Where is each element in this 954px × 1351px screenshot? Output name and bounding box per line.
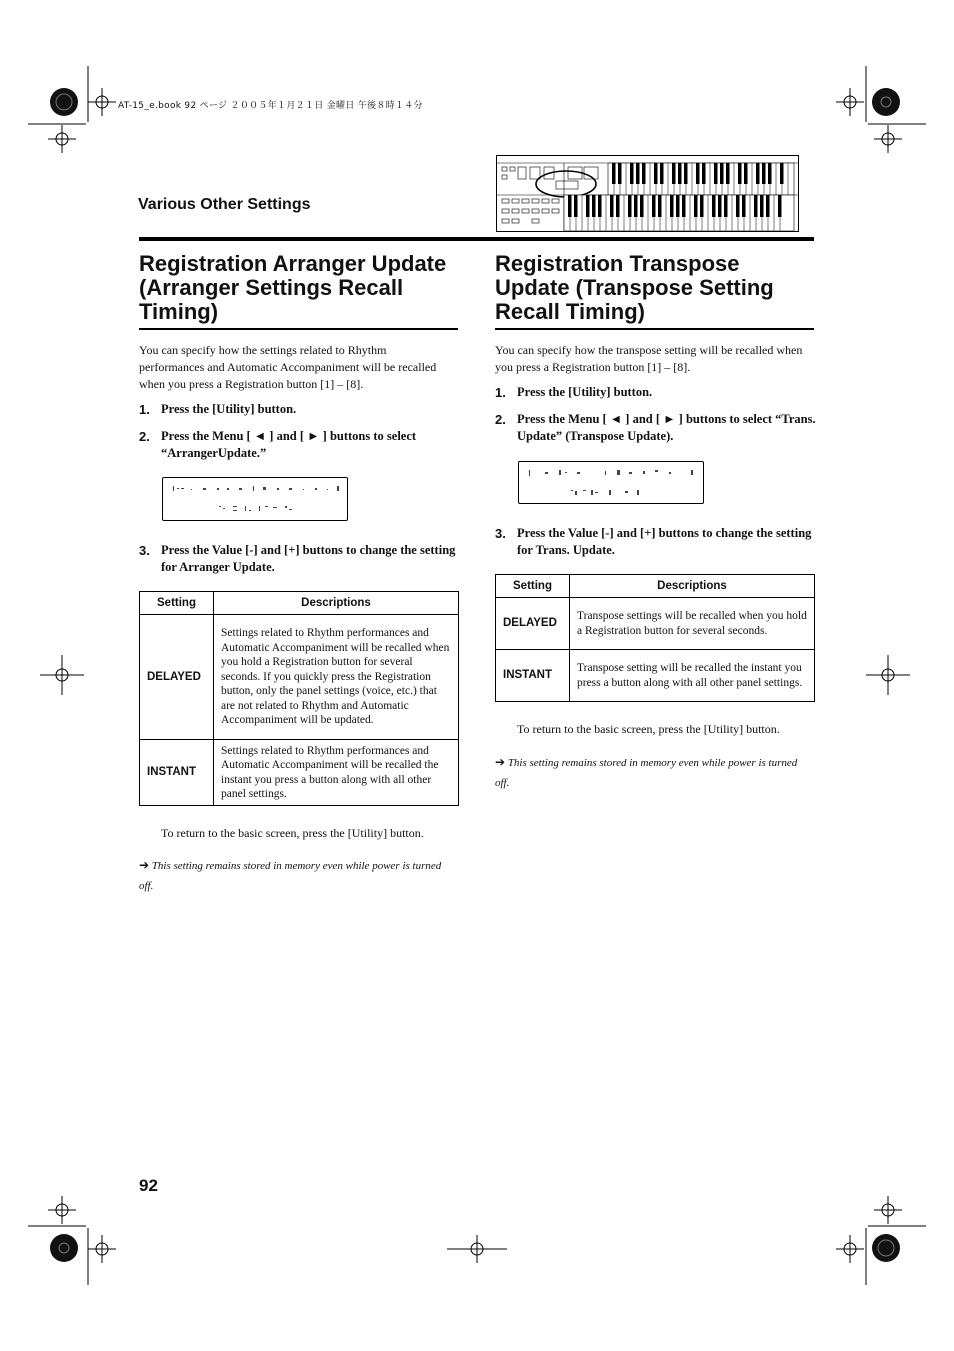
right-title: Registration Transpose Update (Transpose Setting Recall Timing) [495,251,774,324]
right-note [495,752,800,793]
left-title: Registration Arranger Update (Arranger Settings Recall Timing) [139,251,447,324]
table-header-row [140,592,459,615]
section-label: Various Other Settings [138,196,311,213]
table-header-row [496,575,815,598]
organ-panel-illustration [496,155,799,232]
right-settings-table [495,574,815,702]
table-header-setting: Setting [140,592,214,615]
table-row [496,650,815,702]
table-row [140,615,459,740]
note-arrow-icon: ➔ [139,858,150,872]
table-header-descriptions: Descriptions [214,592,459,615]
step-number: 3. [139,543,150,558]
lcd-dot-matrix [525,466,697,500]
setting-value: INSTANT [496,650,570,702]
step-text: Press the Menu [ ◄ ] and [ ► ] buttons to select “ArrangerUpdate.” [161,429,417,460]
left-column [139,252,458,330]
step-text: Press the [Utility] button. [161,402,297,416]
step-number: 1. [495,385,506,400]
left-return-text: To return to the basic screen, press the [Utility] button. [161,826,424,840]
print-info: AT-15_e.book 92 ページ ２００５年１月２１日 金曜日 午後８時１４分 [118,101,423,111]
step-number: 3. [495,526,506,541]
setting-description: Transpose setting will be recalled the instant you press a button along with all other panel settings. [570,650,815,702]
left-lcd-screen [162,477,348,521]
setting-value: DELAYED [140,615,214,740]
header-rule [139,237,814,241]
step-text: Press the Value [-] and [+] buttons to change the setting for Trans. Update. [517,526,812,557]
left-note [139,855,449,896]
setting-description: Transpose settings will be recalled when you hold a Registration button for several seconds. [570,598,815,650]
right-step-1 [495,384,817,401]
page-number: 92 [139,1176,158,1195]
table-header-setting: Setting [496,575,570,598]
setting-description: Settings related to Rhythm performances and Automatic Accompaniment will be recalled the instant you press a button along with all other panel settings. [214,740,459,806]
table-header-descriptions: Descriptions [570,575,815,598]
right-title-rule [495,328,814,330]
table-row [496,598,815,650]
setting-description: Settings related to Rhythm performances and Automatic Accompaniment will be recalled when you hold a Registration button for several seconds. If you quickly press the Registration button, only the panel settings (voice, etc.) that are not related to Rhythm and Automatic Accompaniment will be updated. [214,615,459,740]
setting-value: DELAYED [496,598,570,650]
step-text: Press the Menu [ ◄ ] and [ ► ] buttons to select “Trans. Update” (Transpose Update). [517,412,816,443]
left-title-rule [139,328,458,330]
left-step-3 [139,542,461,576]
right-column [495,252,814,330]
left-settings-table [139,591,459,806]
right-lcd-screen [518,461,704,504]
left-step-2 [139,428,461,462]
note-text: This setting remains stored in memory even while power is turned off. [495,757,798,789]
step-text: Press the Value [-] and [+] buttons to change the setting for Arranger Update. [161,543,456,574]
step-text: Press the [Utility] button. [517,385,653,399]
note-arrow-icon: ➔ [495,755,506,769]
step-number: 2. [139,429,150,444]
left-step-1 [139,401,461,418]
right-intro: You can specify how the transpose setting will be recalled when you press a Registration button [1] – [8]. [495,343,803,374]
setting-value: INSTANT [140,740,214,806]
right-step-3 [495,525,817,559]
left-intro: You can specify how the settings related to Rhythm performances and Automatic Accompaniment will be recalled when you press a Registration button [1] – [8]. [139,343,437,391]
right-return-text: To return to the basic screen, press the [Utility] button. [517,722,780,736]
step-number: 1. [139,402,150,417]
right-step-2 [495,411,817,445]
lcd-dot-matrix [169,482,341,516]
step-number: 2. [495,412,506,427]
table-row [140,740,459,806]
note-text: This setting remains stored in memory even while power is turned off. [139,860,442,892]
